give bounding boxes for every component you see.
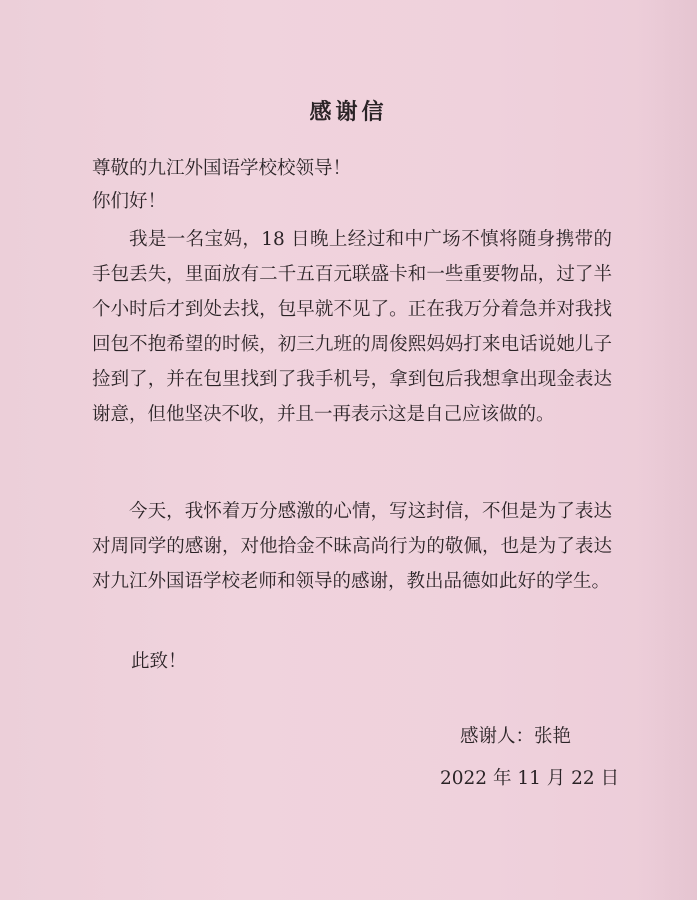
closing: 此致！ xyxy=(131,651,187,672)
body-paragraph-1: 我是一名宝妈，18 日晚上经过和中广场不慎将随身携带的手包丢失，里面放有二千五百元联盛卡和一些重要物品，过了半个小时后才到处去找，包早就不见了。正在我万分着急并对我找回包不抱希望的时候，初三九班的周俊熙妈妈打来电话说她儿子捡到了，并在包里找到了我手机号，拿到包后我想拿出现金表达谢意，但他坚决不收，并且一再表示这是自己应该做的。 xyxy=(92,229,612,425)
signer: 感谢人：张艳 xyxy=(460,726,572,747)
letter-date: 2022 年 11 月 22 日 xyxy=(440,768,620,789)
greeting: 你们好！ xyxy=(92,191,167,212)
body-paragraph-2: 今天，我怀着万分感激的心情，写这封信，不但是为了表达对周同学的感谢，对他拾金不昧高尚行为的敬佩，也是为了表达对九江外国语学校老师和领导的感谢，教出品德如此好的学生。 xyxy=(92,501,612,592)
paper-shadow xyxy=(637,0,697,900)
salutation: 尊敬的九江外国语学校校领导！ xyxy=(92,158,352,179)
letter-title: 感谢信 xyxy=(309,99,388,125)
